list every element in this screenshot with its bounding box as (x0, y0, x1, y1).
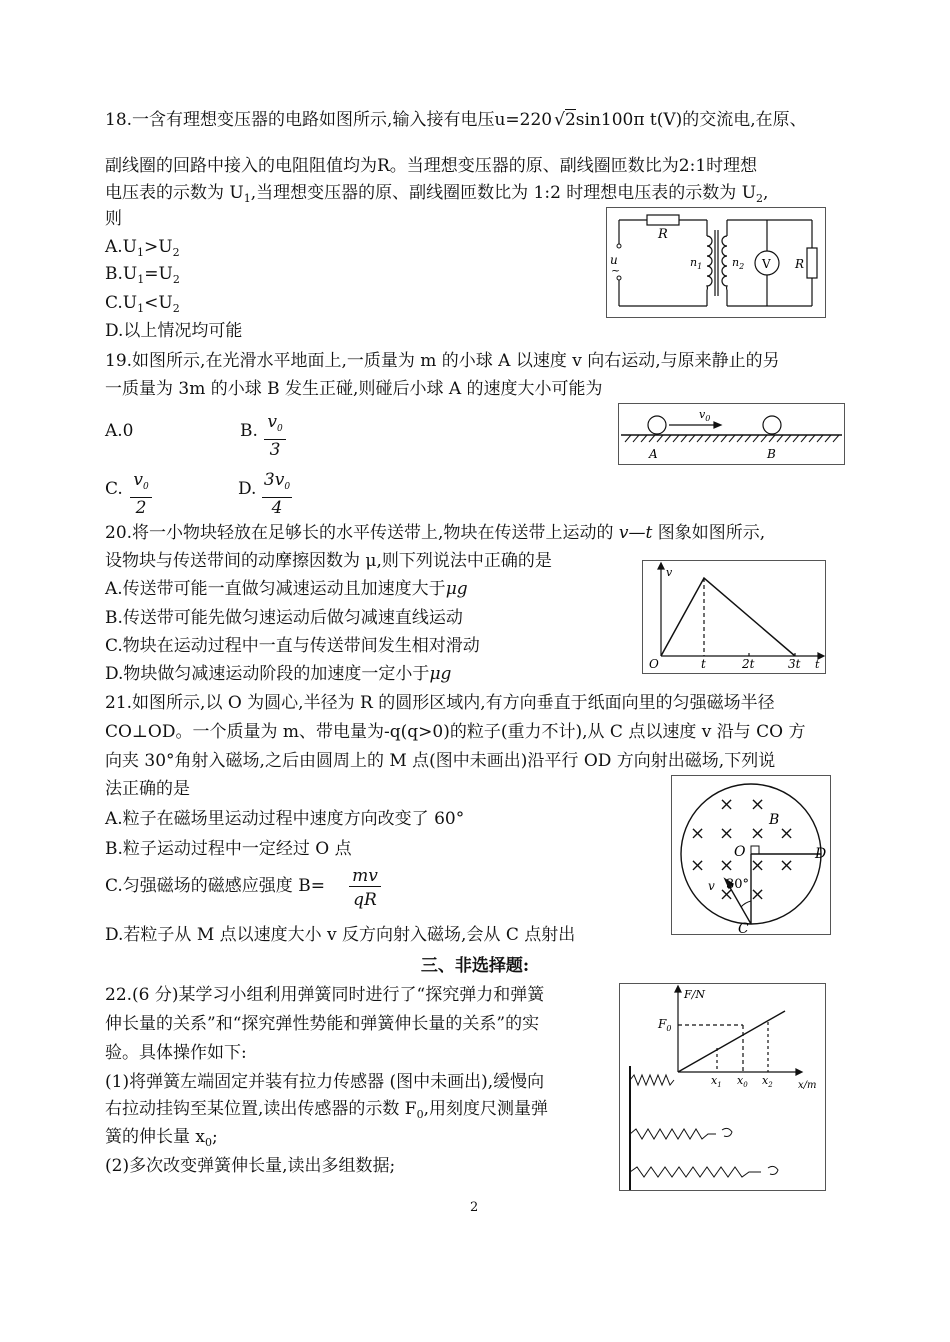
q19-option-c-label: C. (105, 479, 123, 499)
balls-on-ground-diagram (619, 404, 844, 464)
q21-option-c-label: C.匀强磁场的磁感应强度 B= (105, 876, 325, 896)
q19-line1: 19.如图所示,在光滑水平地面上,一质量为 m 的小球 A 以速度 v 向右运动,与原来静止的另 (105, 351, 780, 371)
q20-vt-graph-figure (642, 560, 826, 674)
q18-line1: 18.一含有理想变压器的电路如图所示,输入接有电压u=220 √2sin100π t(V)的交流电,在原、 (105, 110, 807, 130)
n1-label: $n_1$ (690, 256, 703, 271)
point-c-label: C (738, 921, 749, 934)
resistor-r-left-label: R (658, 227, 668, 242)
q19-option-b-label: B. (240, 421, 258, 441)
page-number: 2 (470, 1200, 479, 1215)
tick-3t-label: 3t (788, 657, 801, 671)
q22-line5: 右拉动挂钩至某位置,读出传感器的示数 $F_0$,用刻度尺测量弹 (105, 1099, 549, 1121)
tick-2t-label: 2t (742, 657, 755, 671)
x0-tick-label: $x_0$ (737, 1074, 748, 1089)
q22-line3: 验。具体操作如下: (105, 1043, 247, 1063)
q18-line3: 电压表的示数为 $U_1$,当理想变压器的原、副线圈匝数比为 1:2 时理想电压表的示数为 $U_2$, (105, 183, 769, 205)
q19-line2: 一质量为 3m 的小球 B 发生正碰,则碰后小球 A 的速度大小可能为 (105, 379, 603, 399)
point-b-label: B (769, 812, 780, 828)
q18-option-c: $C.U_1<U_2$ (105, 293, 180, 315)
q22-spring-figure (619, 983, 826, 1191)
point-o-label: O (734, 844, 746, 860)
q22-line7: (2)多次改变弹簧伸长量,读出多组数据; (105, 1156, 396, 1176)
q22-line2: 伸长量的关系”和“探究弹性势能和弹簧伸长量的关系”的实 (105, 1014, 540, 1034)
angle-30-label: 30° (726, 877, 750, 892)
x1-tick-label: $x_1$ (711, 1074, 722, 1089)
q19-option-b-fraction: $\frac{v_0}{3}$ (264, 412, 286, 460)
x2-tick-label: $x_2$ (762, 1074, 773, 1089)
cross-mark: × (719, 855, 735, 876)
q20-option-d: D.物块做匀减速运动阶段的加速度一定小于μg (105, 664, 452, 684)
cross-mark: × (750, 855, 766, 876)
x-axis-label: x/m (798, 1080, 817, 1091)
cross-mark: × (690, 823, 706, 844)
q21-line3: 向夹 30°角射入磁场,之后由圆周上的 M 点(图中未画出)沿平行 OD 方向射出磁场,下列说 (105, 751, 776, 771)
ball-a-label: A (649, 447, 658, 461)
q19-option-a: A.0 (105, 421, 134, 441)
q21-option-a: A.粒子在磁场里运动过程中速度方向改变了 60° (105, 809, 465, 829)
point-d-label: D (815, 846, 827, 862)
f0-label: $F_0$ (658, 1017, 672, 1033)
section-heading: 三、非选择题: (420, 956, 530, 976)
f-axis-label: F/N (684, 988, 705, 1001)
q18-line4: 则 (105, 209, 122, 229)
cross-mark: × (779, 823, 795, 844)
cross-mark: × (750, 794, 766, 815)
q18-circuit-figure (606, 207, 826, 318)
q22-line1: 22.(6 分)某学习小组利用弹簧同时进行了“探究弹力和弹簧 (105, 985, 545, 1005)
q20-option-c: C.物块在运动过程中一直与传送带间发生相对滑动 (105, 636, 480, 656)
v-axis-label: v (666, 566, 673, 579)
force-extension-graph (620, 984, 825, 1190)
q22-line4: (1)将弹簧左端固定并装有拉力传感器 (图中未画出),缓慢向 (105, 1072, 545, 1092)
velocity-v-label: v (708, 879, 715, 893)
circular-field-diagram (672, 776, 830, 934)
v0-label: $v_0$ (699, 408, 711, 423)
cross-mark: × (719, 823, 735, 844)
cross-mark: × (719, 884, 735, 905)
q20-line1: 20.将一小物块轻放在足够长的水平传送带上,物块在传送带上运动的 v—t 图象如图所示, (105, 523, 766, 543)
origin-label: O (649, 657, 659, 671)
tick-t-label: t (701, 657, 706, 671)
n2-label: $n_2$ (732, 256, 745, 271)
q21-magnetic-field-figure (671, 775, 831, 935)
q21-option-c-fraction: $\frac{mv}{qR}$ (349, 866, 381, 910)
q20-line2: 设物块与传送带间的动摩擦因数为 μ,则下列说法中正确的是 (105, 551, 552, 571)
ac-tilde-symbol: ~ (611, 264, 621, 277)
sqrt-symbol: √2 (554, 110, 576, 130)
transformer-circuit-diagram (607, 208, 825, 317)
q18-option-a: $A.U_1>U_2$ (105, 237, 180, 259)
q21-option-d: D.若粒子从 M 点以速度大小 v 反方向射入磁场,会从 C 点射出 (105, 925, 576, 945)
q21-line4: 法正确的是 (105, 779, 190, 799)
cross-mark: × (719, 794, 735, 815)
q21-line1: 21.如图所示,以 O 为圆心,半径为 R 的圆形区域内,有方向垂直于纸面向里的匀强磁场半径 (105, 693, 775, 713)
q18-line2: 副线圈的回路中接入的电阻阻值均为R。当理想变压器的原、副线圈匝数比为2:1时理想 (105, 156, 758, 176)
t-axis-label: t (815, 658, 820, 671)
q19-option-d-label: D. (238, 479, 257, 499)
vt-graph (643, 561, 825, 673)
cross-mark: × (750, 884, 766, 905)
q19-collision-figure (618, 403, 845, 465)
ball-b-label: B (767, 447, 776, 461)
cross-mark: × (690, 855, 706, 876)
cross-mark: × (779, 855, 795, 876)
q18-option-b: $B.U_1=U_2$ (105, 264, 180, 286)
cross-mark: × (750, 823, 766, 844)
q20-option-a: A.传送带可能一直做匀减速运动且加速度大于μg (105, 579, 468, 599)
q19-option-c-fraction: $\frac{v_0}{2}$ (130, 470, 152, 518)
q21-line2: CO⊥OD。一个质量为 m、带电量为-q(q>0)的粒子(重力不计),从 C 点以速度 v 沿与 CO 方 (105, 722, 806, 742)
voltage-u-label: u (610, 253, 618, 267)
q20-option-b: B.传送带可能先做匀速运动后做匀减速直线运动 (105, 608, 463, 628)
resistor-r-right-label: R (795, 257, 805, 271)
q21-option-b: B.粒子运动过程中一定经过 O 点 (105, 839, 352, 859)
q22-line6: 簧的伸长量 $x_0$; (105, 1127, 218, 1149)
q19-option-d-fraction: $\frac{3v_0}{4}$ (263, 470, 291, 518)
q18-option-d: D.以上情况均可能 (105, 321, 243, 341)
voltmeter-label: V (762, 257, 771, 271)
